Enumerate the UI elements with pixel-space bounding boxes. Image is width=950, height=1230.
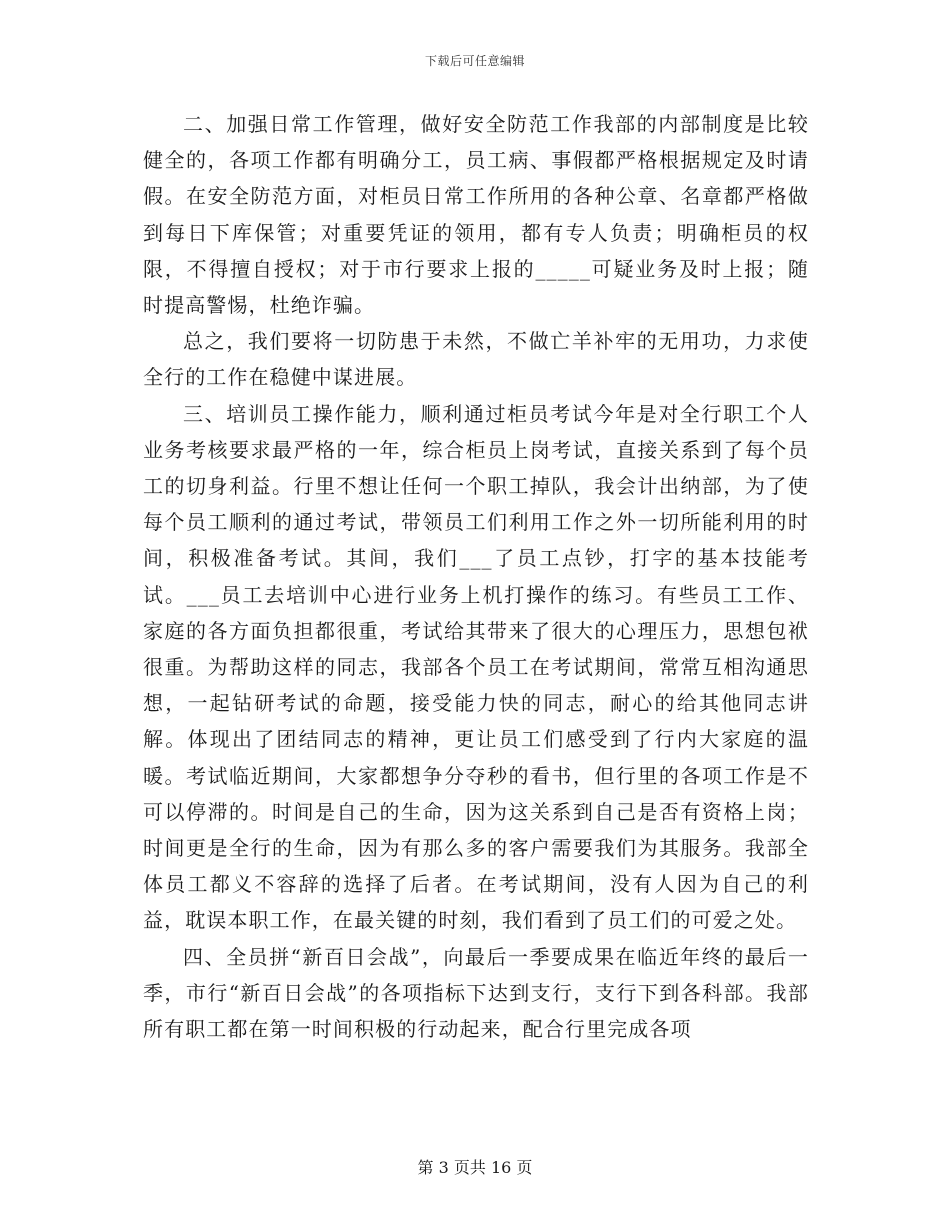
paragraph-hundred-days: 四、全员拼“新百日会战”，向最后一季要成果在临近年终的最后一季，市行“新百日会战”的各项指标下达到支行，支行下到各科部。我部所有职工都在第一时间积极的行动起来，配合行里完成各项: [143, 944, 809, 1042]
paragraph-summary: 总之，我们要将一切防患于未然，不做亡羊补牢的无用功，力求使全行的工作在稳健中谋进展。: [143, 329, 809, 390]
page-number-footer: 第 3 页共 16 页: [417, 1158, 533, 1177]
paragraph-training: 三、培训员工操作能力，顺利通过柜员考试今年是对全行职工个人业务考核要求最严格的一年，综合柜员上岗考试，直接关系到了每个员工的切身利益。行里不想让任何一个职工掉队，我会计出纳部，为了使每个员工顺利的通过考试，带领员工们利用工作之外一切所能利用的时间，积极准备考试。其间，我们___了员工点钞，打字的基本技能考试。___员工去培训中心进行业务上机打操作的练习。有些员工工作、家庭的各方面负担都很重，考试给其带来了很大的心理压力，思想包袱很重。为帮助这样的同志，我部各个员工在考试期间，常常互相沟通思想，一起钻研考试的命题，接受能力快的同志，耐心的给其他同志讲解。体现出了团结同志的精神，更让员工们感受到了行内大家庭的温暖。考试临近期间，大家都想争分夺秒的看书，但行里的各项工作是不可以停滞的。时间是自己的生命，因为这关系到自己是否有资格上岗；时间更是全行的生命，因为有那么多的客户需要我们为其服务。我部全体员工都义不容辞的选择了后者。在考试期间，没有人因为自己的利益，耽误本职工作，在最关键的时刻，我们看到了员工们的可爱之处。: [143, 401, 809, 933]
page-header-note: 下载后可任意编辑: [424, 54, 525, 68]
paragraph-daily-management: 二、加强日常工作管理，做好安全防范工作我部的内部制度是比较健全的，各项工作都有明确分工，员工病、事假都严格根据规定及时请假。在安全防范方面，对柜员日常工作所用的各种公章、名章都严格做到每日下库保管；对重要凭证的领用，都有专人负责；明确柜员的权限，不得擅自授权；对于市行要求上报的_____可疑业务及时上报；随时提高警惕，杜绝诈骗。: [143, 112, 809, 318]
document-body: [143, 106, 809, 1047]
